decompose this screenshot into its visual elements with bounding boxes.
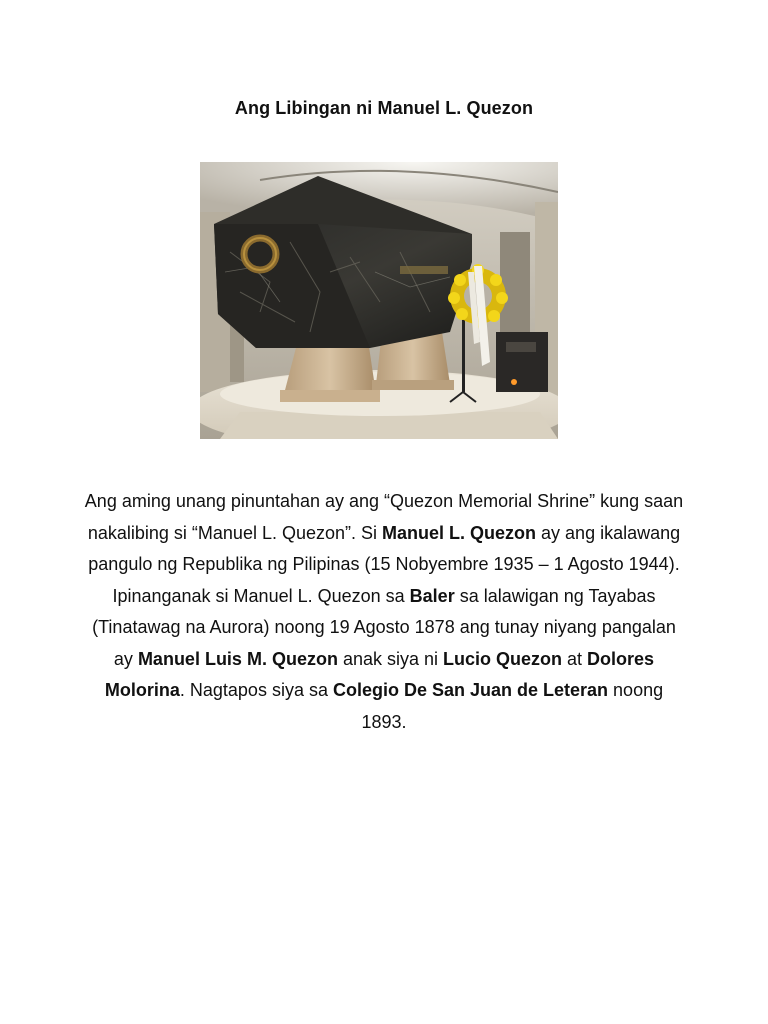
paragraph-bold-run: Lucio Quezon: [443, 648, 563, 669]
paragraph-bold-run: Manuel Luis M. Quezon: [137, 648, 338, 669]
body-paragraph: [84, 486, 684, 738]
paragraph-text-run: anak siya ni: [337, 648, 444, 669]
paragraph-text-run: at: [562, 648, 588, 669]
paragraph-text-run: sa lalawigan ng Tayabas (Tinatawag na Aurora) noong 19 Agosto 1878 ang tunay niyang pangalan ay: [92, 585, 676, 669]
paragraph-bold-run: Manuel L. Quezon: [382, 522, 537, 543]
paragraph-text-run: noong 1893.: [361, 680, 664, 732]
paragraph-bold-run: Baler: [409, 585, 455, 606]
paragraph-text-run: Ang aming unang pinuntahan ay ang “Quezon Memorial Shrine” kung saan nakalibing si “Manuel L. Quezon”. Si: [84, 491, 684, 543]
paragraph-text-run: ay ang ikalawang pangulo ng Republika ng Pilipinas (15 Nobyembre 1935 – 1 Agosto 1944). Ipinanganak si Manuel L. Quezon sa: [88, 522, 681, 606]
paragraph-text-run: . Nagtapos siya sa: [179, 680, 333, 700]
sarcophagus-photo: [200, 162, 558, 439]
page-title: Ang Libingan ni Manuel L. Quezon: [234, 98, 534, 118]
paragraph-bold-run: Colegio De San Juan de Leteran: [332, 680, 609, 700]
paragraph-bold-run: Dolores Molorina: [104, 648, 655, 700]
